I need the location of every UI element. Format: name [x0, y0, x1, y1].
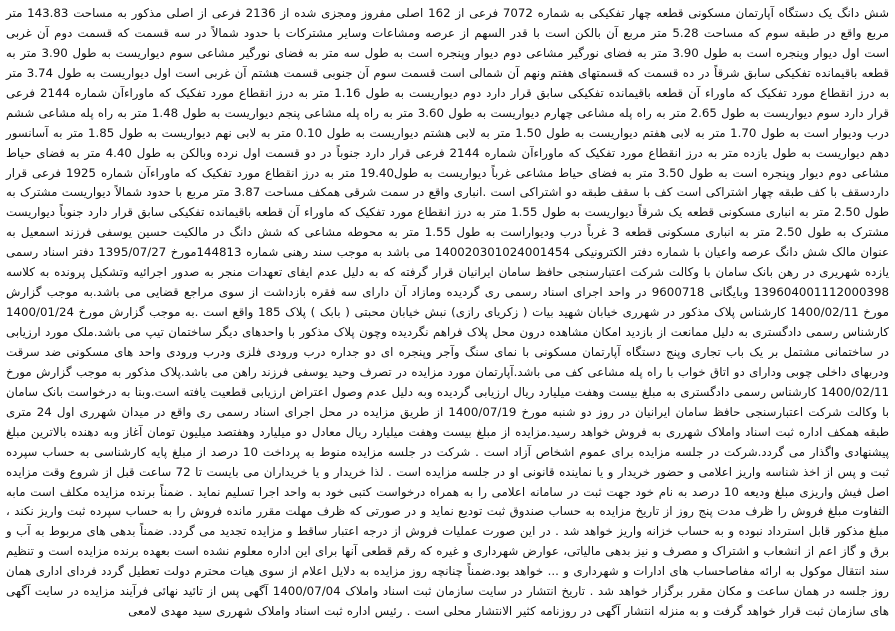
auction-notice-text: شش دانگ یک دستگاه آپارتمان مسکونی قطعه چهار تفکیکی به شماره 7072 فرعی از 162 اصلی مفروز ومجزی شده از 2136 فرعی از اصلی مذکور به مساحت 143.83 متر مربع واقع در طبقه سوم که مساحت 5.28 متر مربع آن بالکن است با قدر السهم از عرصه ومشاعات وسایر مشترکات با حدود شمالاً در سه قسمت که قسمت دوم آن غربی است اول دیوار وینجره است به طول 3.90 متر به فضای نورگیر مشاعی دوم دیوار وپنجره است به طول سه متر به فضای نورگیر مشاعی سوم دیواریست به طول 3.90 متر به قطعه باقیمانده تفکیکی سابق شرقاً در ده قسمت که قسمتهای هفتم ونهم آن شمالی است قسمت سوم آن جنوبی قسمت هشتم آن غربی است اول دیواریست به طول 3.74 متر به درز انقطاع مورد تفکیک که ماوراء آن قطعه باقیمانده تفکیکی سابق قرار دارد دوم دیواریست به طول 1.16 متر به درز انقطاع مورد تفکیک که ماوراءآن شماره 2144 فرعی قرار دارد سوم دیواریست به طول 2.65 متر به راه پله مشاعی چهارم دیواریست به طول 3.60 متر به راه پله مشاعی پنجم دیواریست به طول 1.48 متر به راه پله مشاعی ششم درب ودیوار است به طول 1.70 متر به لابی هفتم دیواریست به طول 1.50 متر به لابی هشتم دیواریست به طول 0.10 متر به لابی نهم دیواریست به طول 1.85 متر به آسانسور دهم دیواریست به طول یازده متر به درز انقطاع مورد تفکیک که ماوراءآن شماره 2144 فرعی قرار دارد جنوباً در دو قسمت اول نرده وبالکن به طول 4.40 متر به فضای حیاط مشاعی دوم دیوار وپنجره است به طول 3.50 متر به فضای حیاط مشاعی غرباً دیواریست به طول19.40 متر به درز انقطاع مورد تفکیک که ماوراءآن شماره 1925 فرعی قرار داردسقف با کف طبقه چهار اشتراکی است کف با سقف طبقه دو اشتراکی است .انباری واقع در سمت شرقی همکف مساحت 3.87 متر مربع با حدود شمالاً دیواریست مشترک به طول 2.50 متر به انباری مسکونی قطعه یک شرقاً دیواریست به طول 1.55 متر به درز انقطاع مورد تفکیک که ماوراء آن قطعه باقیمانده تفکیکی سابق قرار دارد جنوباً دیواریست مشترک به طول 2.50 متر به انباری مسکونی قطعه 3 غرباً درب ودیواراست به طول 1.55 متر به محوطه مشاعی که شش دانگ در مالکیت حسین یوسفی فرزند اسمعیل به عنوان مالک شش دانگ عرصه واعیان با شماره دفتر الکترونیکی 140020301024001454 می باشد به موجب سند رهنی شماره 144813مورخ 1395/07/27 دفتر اسناد رسمی یازده شهریری در رهن بانک سامان با وکالت شرکت اعتبارسنجی حافظ سامان ایرانیان قرار گرفته که به دلیل عدم ایفای تعهدات منجر به صدور اجرائیه وتشکیل پرونده به کلاسه 139604001112000398 وبایگانی 9600718 در واحد اجرای اسناد رسمی ری گردیده ومازاد آن دارای سه فقره بازداشت از سوی مراجع قضایی می باشد.به موجب گزارش مورخ 1400/02/11 کارشناس پلاک مذکور در شهرری خیابان شهید بیات ( زکریای رازی) نبش خیابان محبتی ( بابک ) پلاک 185 واقع است .به موجب گزارش مورخ 1400/01/24 کارشناس رسمی دادگستری به دلیل ممانعت از بازدید امکان مشاهده درون محل پلاک فراهم نگردیده وچون پلاک مذکور با واحدهای دیگر ساختمان تیپ می باشد.ملک مورد ارزیابی در ساختمانی مشتمل بر یک باب تجاری وپنج دستگاه آپارتمان مسکونی با نمای سنگ وآجر وپنجره ای دو جداره درب ورودی فلزی ودرب ورودی واحد های مسکونی ضد سرقت ودربهای داخلی چوبی ودارای دو اتاق خواب با راه پله مشاعی کف می باشد.آپارتمان مورد مزایده در تصرف وحید یوسفی فرزند راهن می باشد.پلاک مذکور به موجب گزارش مورخ 1400/02/11 کارشناس رسمی دادگستری به مبلغ بیست وهفت میلیارد ریال ارزیابی گردیده وبه دلیل عدم وصول اعتراض ارزیابی قطعیت یافته است.وبنا به درخواست بانک سامان با وکالت شرکت اعتبارسنجی حافظ سامان ایرانیان در روز دو شنبه مورخ 1400/07/19 از طریق مزایده در محل اجرای اسناد رسمی ری واقع در میدان شهرری اول 24 متری طبقه همکف اداره ثبت اسناد واملاک شهرری به فروش خواهد رسید.مزایده از مبلغ بیست وهفت میلیارد ریال معادل دو میلیارد وهفتصد میلیون تومان آغاز وبه دهنده بالاترین مبلغ پیشنهادی واگذار می گردد.شرکت در جلسه مزایده برای عموم اشخاص آزاد است . شرکت در جلسه مزایده منوط به پرداخت 10 درصد از مبلغ پایه کارشناسی به حساب سپرده ثبت و پس از اخذ شناسه واریز اعلامی و حضور خریدار و یا نماینده قانونی او در جلسه مزایده است . لذا خریدار و یا خریداران می بایست تا 72 ساعت قبل از شروع وقت مزایده اصل فیش واریزی مبلغ ودیعه 10 درصد به نام خود جهت ثبت در سامانه اعلامی را به همراه درخواست کتبی خود به واحد اجرا تسلیم نماید . ضمناً برنده مزایده مکلف است مابه التفاوت مبلغ فروش را ظرف مدت پنج روز از تاریخ مزایده به حساب صندوق ثبت تودیع نماید و در صورتی که ظرف مهلت مقرر مانده فروش را به حساب سپرده ثبت واریز نکند ، مبلغ مذکور قابل استرداد نبوده و به حساب خزانه واریز خواهد شد . در این صورت عملیات فروش از درجه اعتبار ساقط و مزایده تجدید می گردد. ضمناً بدهی های مربوط به آب و برق و گاز اعم از انشعاب و اشتراک و مصرف و نیز بدهی مالیاتی، عوارض شهرداری و غیره که رقم قطعی آنها برای این اداره معلوم نشده است بعهده برنده مزایده است و تنظیم سند انتقال موکول به ارائه مفاصاحساب های ادارات و شهرداری و ... خواهد بود.ضمناً چنانچه روز مزایده به دلایل اعلام از سوی هیات محترم دولت تعطیل گردد فردای اداری همان روز جلسه در همان ساعت و مکان مقرر برگزار خواهد شد . تاریخ انتشار در سایت سازمان ثبت اسناد واملاک 1400/07/04 آگهی پس از تائید نهائی فرآیند مزایده در سایت آگهی های سازمان ثبت قرار خواهد گرفت و به منزله انتشار آگهی در روزنامه کثیر الانتشار محلی است . رئیس اداره ثبت اسناد واملاک شهرری سید مهدی لامعی [6, 6, 890, 619]
